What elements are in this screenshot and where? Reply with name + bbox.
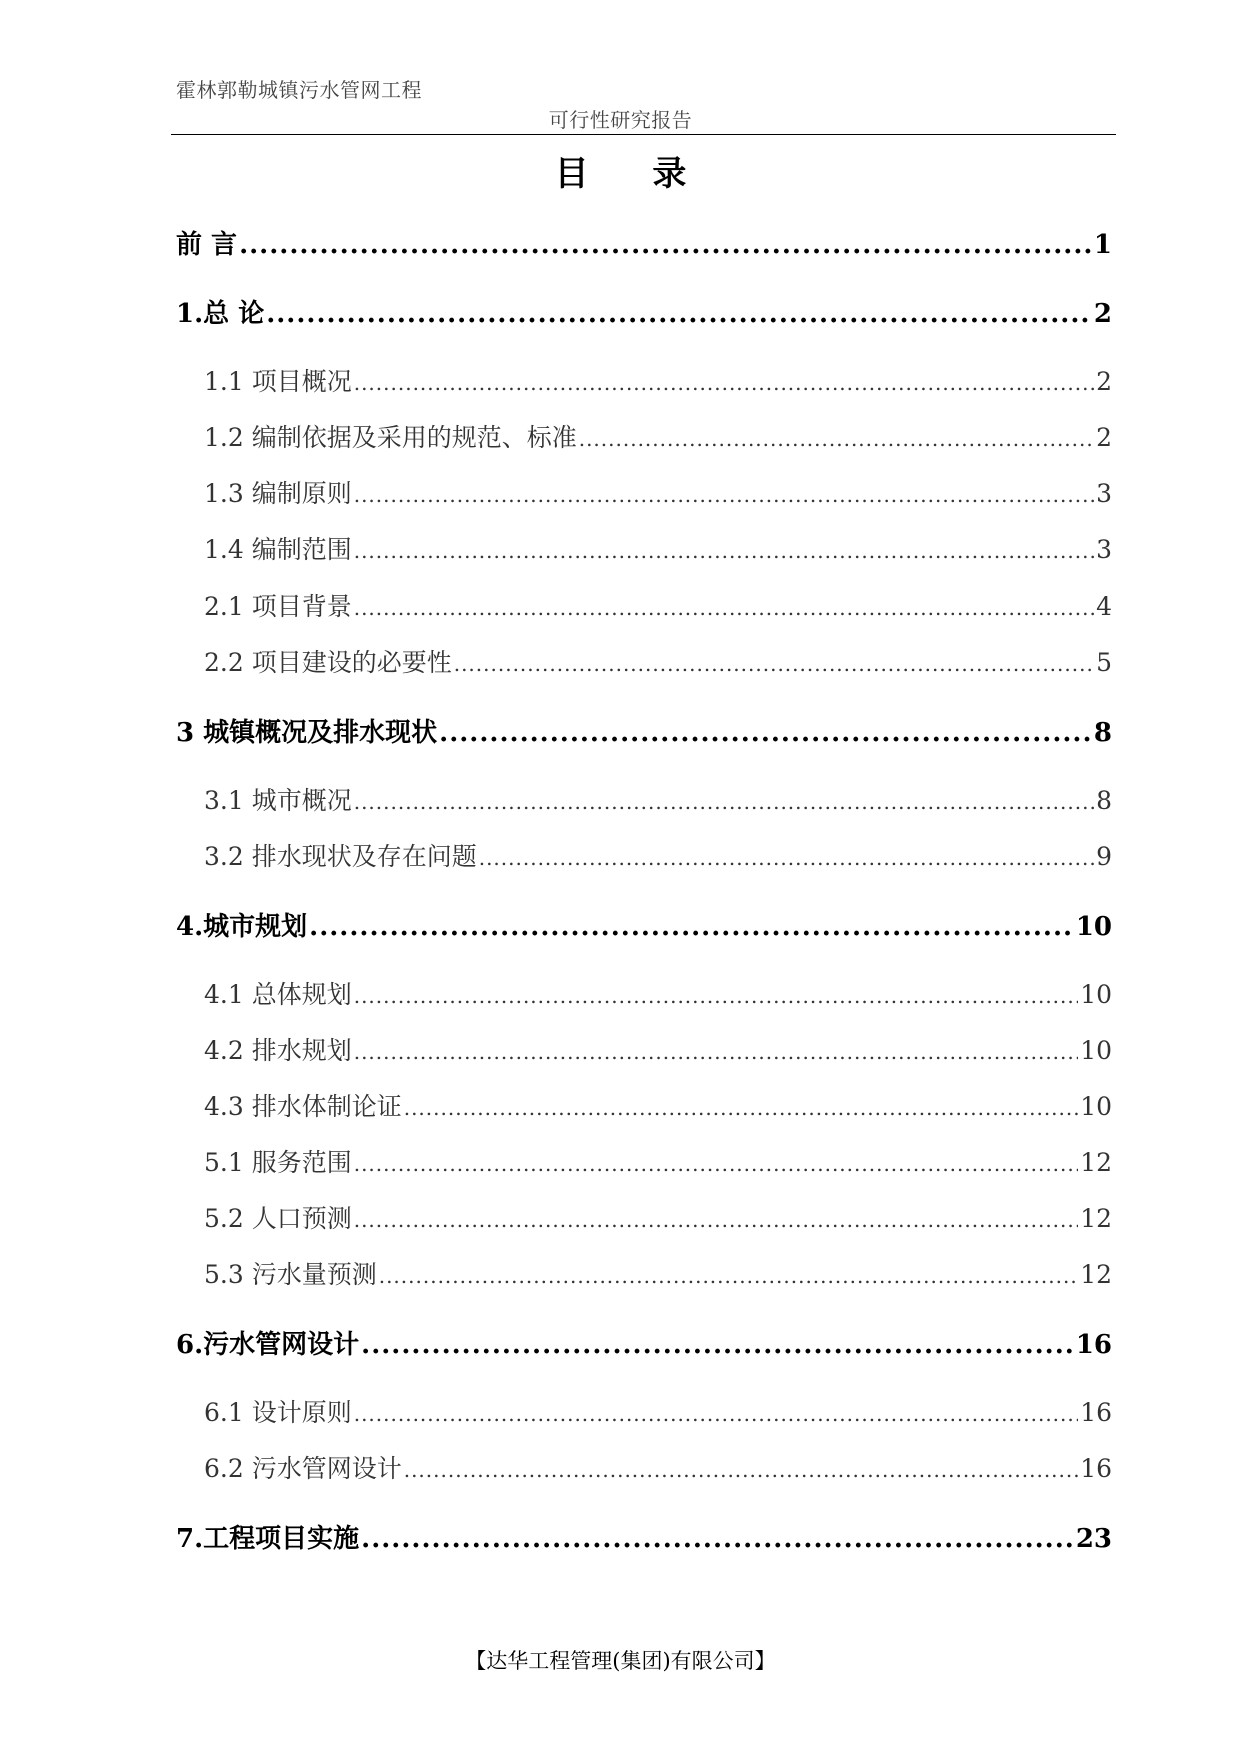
toc-entry-page: 5	[1096, 648, 1112, 677]
toc-entry-page: 1	[1093, 230, 1112, 260]
toc-entry-page: 16	[1075, 1330, 1112, 1360]
toc-entry-page: 4	[1096, 592, 1112, 621]
header-project-title: 霍林郭勒城镇污水管网工程	[176, 78, 422, 102]
toc-leader-dots	[354, 1152, 1078, 1176]
toc-entry-page: 10	[1075, 912, 1112, 942]
toc-entry-page: 10	[1080, 980, 1112, 1009]
toc-leader-dots	[379, 1264, 1078, 1288]
toc-entry-label: 7.工程项目实施	[176, 1524, 360, 1554]
toc-entry-label: 5.2 人口预测	[204, 1204, 352, 1233]
toc-entry-label: 5.3 污水量预测	[204, 1260, 377, 1289]
toc-entry-label: 2.2 项目建设的必要性	[204, 648, 452, 677]
toc-entry-label: 1.4 编制范围	[204, 535, 352, 564]
toc-entry-chapter-6[interactable]	[176, 1324, 1112, 1360]
toc-entry-page: 12	[1080, 1260, 1112, 1289]
toc-entry-label: 6.1 设计原则	[204, 1398, 352, 1427]
toc-leader-dots	[404, 1458, 1078, 1482]
toc-entry-page: 10	[1080, 1092, 1112, 1121]
toc-entry-label: 3.1 城市概况	[204, 786, 352, 815]
toc-entry-page: 3	[1096, 479, 1112, 508]
toc-entry-label: 6.2 污水管网设计	[204, 1454, 402, 1483]
toc-title: 目 录	[554, 154, 713, 194]
toc-leader-dots	[354, 371, 1094, 395]
toc-entry-5-3[interactable]	[204, 1255, 1112, 1291]
toc-leader-dots	[479, 846, 1094, 870]
toc-entry-label: 3 城镇概况及排水现状	[176, 718, 438, 748]
toc-entry-label: 1.1 项目概况	[204, 367, 352, 396]
toc-entry-label: 前 言	[176, 230, 238, 260]
toc-entry-chapter-7[interactable]	[176, 1518, 1112, 1554]
toc-entry-page: 2	[1093, 299, 1112, 329]
toc-entry-1-1[interactable]	[204, 362, 1112, 398]
toc-entry-label: 4.城市规划	[176, 912, 308, 942]
toc-entry-2-2[interactable]	[204, 643, 1112, 679]
toc-entry-6-2[interactable]	[204, 1449, 1112, 1485]
header-report-title: 可行性研究报告	[548, 108, 693, 132]
toc-entry-page: 3	[1096, 535, 1112, 564]
toc-entry-page: 23	[1075, 1524, 1112, 1554]
toc-leader-dots	[361, 1524, 1074, 1554]
toc-entry-label: 3.2 排水现状及存在问题	[204, 842, 477, 871]
toc-leader-dots	[354, 596, 1094, 620]
toc-entry-3-1[interactable]	[204, 781, 1112, 817]
toc-leader-dots	[454, 652, 1094, 676]
toc-entry-4-1[interactable]	[204, 975, 1112, 1011]
toc-entry-label: 1.2 编制依据及采用的规范、标准	[204, 423, 577, 452]
toc-entry-label: 4.2 排水规划	[204, 1036, 352, 1065]
toc-leader-dots	[354, 1040, 1078, 1064]
header-divider	[171, 134, 1116, 135]
toc-leader-dots	[579, 427, 1094, 451]
toc-entry-label: 1.3 编制原则	[204, 479, 352, 508]
footer-company: 【达华工程管理(集团)有限公司】	[465, 1649, 776, 1673]
toc-leader-dots	[354, 539, 1094, 563]
toc-leader-dots	[354, 1402, 1078, 1426]
toc-leader-dots	[354, 483, 1094, 507]
toc-entry-label: 4.3 排水体制论证	[204, 1092, 402, 1121]
toc-entry-1-2[interactable]	[204, 418, 1112, 454]
toc-entry-page: 2	[1096, 367, 1112, 396]
toc-entry-chapter-1[interactable]	[176, 293, 1112, 329]
toc-leader-dots	[439, 718, 1092, 748]
toc-entry-page: 8	[1093, 718, 1112, 748]
toc-leader-dots	[361, 1330, 1074, 1360]
toc-entry-chapter-3[interactable]	[176, 712, 1112, 748]
toc-entry-page: 10	[1080, 1036, 1112, 1065]
toc-entry-page: 8	[1096, 786, 1112, 815]
toc-entry-4-2[interactable]	[204, 1031, 1112, 1067]
toc-entry-preface[interactable]	[176, 224, 1112, 260]
toc-leader-dots	[354, 790, 1094, 814]
toc-leader-dots	[309, 912, 1074, 942]
toc-entry-label: 4.1 总体规划	[204, 980, 352, 1009]
toc-entry-2-1[interactable]	[204, 587, 1112, 623]
toc-leader-dots	[239, 230, 1092, 260]
toc-entry-page: 2	[1096, 423, 1112, 452]
toc-entry-page: 16	[1080, 1398, 1112, 1427]
toc-entry-page: 12	[1080, 1204, 1112, 1233]
toc-entry-1-3[interactable]	[204, 474, 1112, 510]
toc-entry-page: 12	[1080, 1148, 1112, 1177]
toc-leader-dots	[354, 984, 1078, 1008]
toc-entry-1-4[interactable]	[204, 530, 1112, 566]
toc-entry-3-2[interactable]	[204, 837, 1112, 873]
toc-entry-5-1[interactable]	[204, 1143, 1112, 1179]
toc-entry-4-3[interactable]	[204, 1087, 1112, 1123]
toc-leader-dots	[354, 1208, 1078, 1232]
toc-entry-label: 5.1 服务范围	[204, 1148, 352, 1177]
toc-leader-dots	[404, 1096, 1078, 1120]
toc-entry-label: 6.污水管网设计	[176, 1330, 360, 1360]
toc-entry-label: 1.总 论	[176, 299, 265, 329]
toc-entry-page: 16	[1080, 1454, 1112, 1483]
toc-entry-label: 2.1 项目背景	[204, 592, 352, 621]
toc-entry-chapter-4[interactable]	[176, 906, 1112, 942]
toc-leader-dots	[266, 299, 1092, 329]
toc-entry-page: 9	[1096, 842, 1112, 871]
toc-entry-5-2[interactable]	[204, 1199, 1112, 1235]
toc-entry-6-1[interactable]	[204, 1393, 1112, 1429]
